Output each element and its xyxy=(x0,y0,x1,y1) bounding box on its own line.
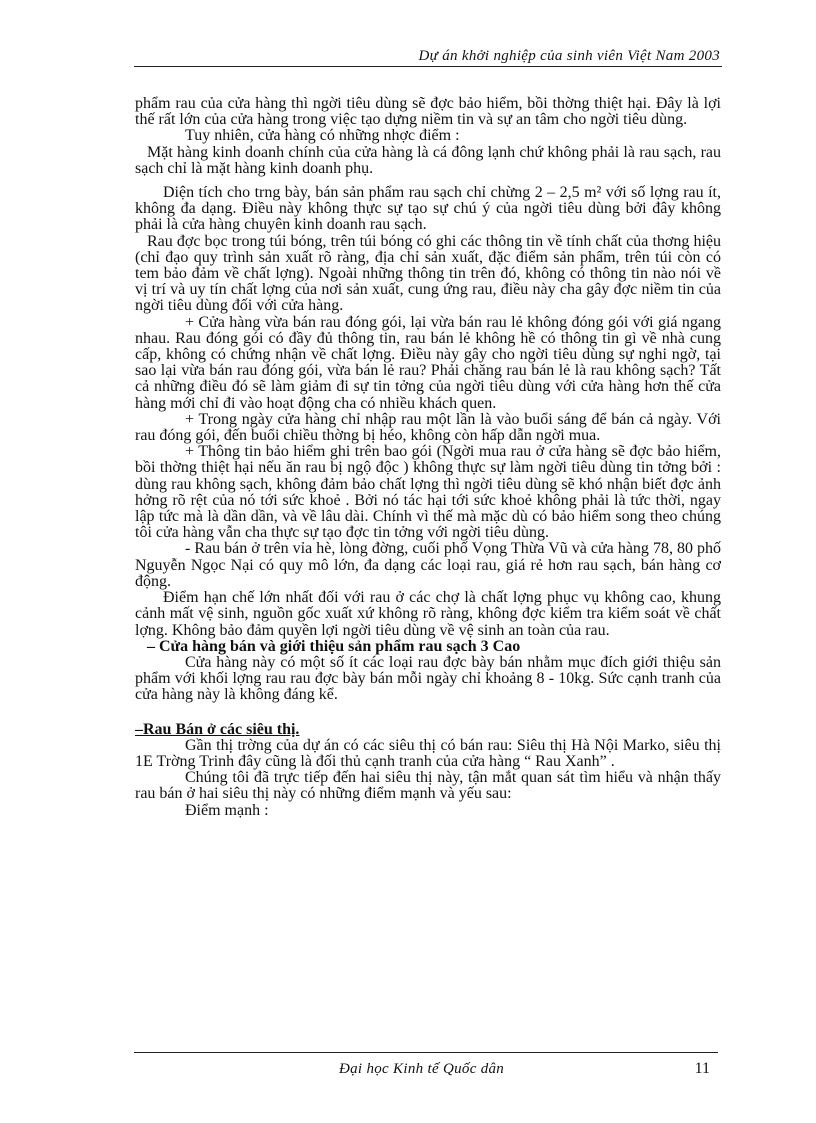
paragraph: Điểm hạn chế lớn nhất đối với rau ở các chợ là chất lợng phục vụ không cao, khung cảnh mất vệ sinh, nguồn gốc xuất xứ không rõ ràng, không đợc kiểm tra kiểm soát về chất lợng. Không bảo đảm quyền lợi ngời tiêu dùng về vệ sinh an toàn của rau. xyxy=(135,589,721,639)
paragraph: + Cửa hàng vừa bán rau đóng gói, lại vừa bán rau lẻ không đóng gói với giá ngang nhau. Rau đóng gói có đầy đủ thông tin, rau bán lẻ không hề có thông tin gì về nhà cung cấp, không có chứng nhận về chất lợng. Điều này gây cho ngời tiêu dùng sự nghi ngờ, tại sao lại vừa bán rau đóng gói, vừa bán lẻ rau? Phải chăng rau bán lẻ là rau không sạch? Tất cả những điều đó sẽ làm giảm đi sự tin tởng của ngời tiêu dùng với cửa hàng hơn thế cửa hàng mới chỉ đi vào hoạt động cha có nhiều khách quen. xyxy=(135,313,721,412)
page-header xyxy=(134,44,722,67)
header-title: Dự án khởi nghiệp của sinh viên Việt Nam 2003 xyxy=(418,48,720,64)
paragraph: - Rau bán ở trên vỉa hè, lòng đờng, cuối phố Vọng Thừa Vũ và cửa hàng 78, 80 phố Nguyễn Ngọc Nại có quy mô lớn, đa dạng các loại rau, giá rẻ hơn rau sạch, bán hàng cơ động. xyxy=(135,540,721,590)
footer-university: Đại học Kinh tế Quốc dân xyxy=(339,1061,505,1077)
paragraph: Chúng tôi đã trực tiếp đến hai siêu thị này, tận mắt quan sát tìm hiểu và nhận thấy rau bán ở hai siêu thị này có những điểm mạnh và yếu sau: xyxy=(135,769,721,803)
paragraph: Tuy nhiên, cửa hàng có những nhợc điểm : xyxy=(185,127,460,145)
paragraph: Rau đợc bọc trong túi bóng, trên túi bóng có ghi các thông tin về tính chất của thơng hiệu (chỉ đạo quy trình sản xuất rõ ràng, địa chỉ sản xuất, đặc điểm sản phẩm, trên túi còn có tem bảo đảm về chất lợng). Ngoài những thông tin trên đó, không có thông tin nào nói về vị trí và uy tín chất lợng của nơi sản xuất, cung ứng rau, điều này cha gây đợc niềm tin của ngời tiêu dùng đối với cửa hàng. xyxy=(135,232,721,315)
paragraph: Gần thị trờng của dự án có các siêu thị có bán rau: Siêu thị Hà Nội Marko, siêu thị 1E Trờng Trinh đây cũng là đối thủ cạnh tranh của cửa hàng “ Rau Xanh” . xyxy=(135,736,721,770)
paragraph: Mặt hàng kinh doanh chính của cửa hàng là cá đông lạnh chứ không phải là rau sạch, rau sạch chỉ là mặt hàng kinh doanh phụ. xyxy=(135,143,721,177)
page-footer xyxy=(134,1052,718,1077)
paragraph: + Trong ngày cửa hàng chỉ nhập rau một lần là vào buổi sáng để bán cả ngày. Với rau đóng gói, đến buổi chiều thờng bị héo, không còn hấp dẫn ngời mua. xyxy=(135,410,721,445)
paragraph: phẩm rau của cửa hàng thì ngời tiêu dùng sẽ đợc bảo hiểm, bồi thờng thiệt hại. Đây là lợi thế rất lớn của cửa hàng trong việc tạo dựng niềm tin và sự an tâm cho ngời tiêu dùng. xyxy=(135,95,721,129)
paragraph: Điểm mạnh : xyxy=(185,801,269,819)
paragraph: + Thông tin bảo hiểm ghi trên bao gói (Ngời mua rau ở cửa hàng sẽ đợc bảo hiểm, bồi thờng thiệt hại nếu ăn rau bị ngộ độc ) không thực sự làm ngời tiêu dùng tin tởng bởi : dùng rau không sạch, không đảm bảo chất lợng thì ngời tiêu dùng sẽ khó nhận biết đợc ảnh hởng rõ rệt của nó tới sức khoẻ . Bởi nó tác hại tới sức khoẻ không phải là tức thời, ngay lập tức mà là dần dần, và về lâu dài. Chính vì thế mà mặc dù có bảo hiểm song theo chúng tôi cửa hàng vẫn cha thực sự tạo đợc tin tởng với ngời tiêu dùng. xyxy=(135,443,721,542)
page-number: 11 xyxy=(694,1060,710,1077)
paragraph: Diện tích cho trng bày, bán sản phẩm rau sạch chỉ chừng 2 – 2,5 m² với số lợng rau ít, không đa dạng. Điều này không thực sự tạo sự chú ý của ngời tiêu dùng bởi đây không phải là cửa hàng chuyên kinh doanh rau sạch. xyxy=(135,184,721,234)
paragraph: Cửa hàng này có một số ít các loại rau đợc bày bán nhằm mục đích giới thiệu sản phẩm với khối lợng rau rau đợc bày bán mỗi ngày chỉ khoảng 8 - 10kg. Sức cạnh tranh của cửa hàng này là không đáng kể. xyxy=(135,653,721,704)
document-body xyxy=(135,96,721,819)
section-heading: – Cửa hàng bán và giới thiệu sản phẩm rau sạch 3 Cao xyxy=(147,637,521,655)
section-heading xyxy=(135,722,721,738)
section-heading-text: –Rau Bán ở các siêu thị. xyxy=(135,720,300,738)
